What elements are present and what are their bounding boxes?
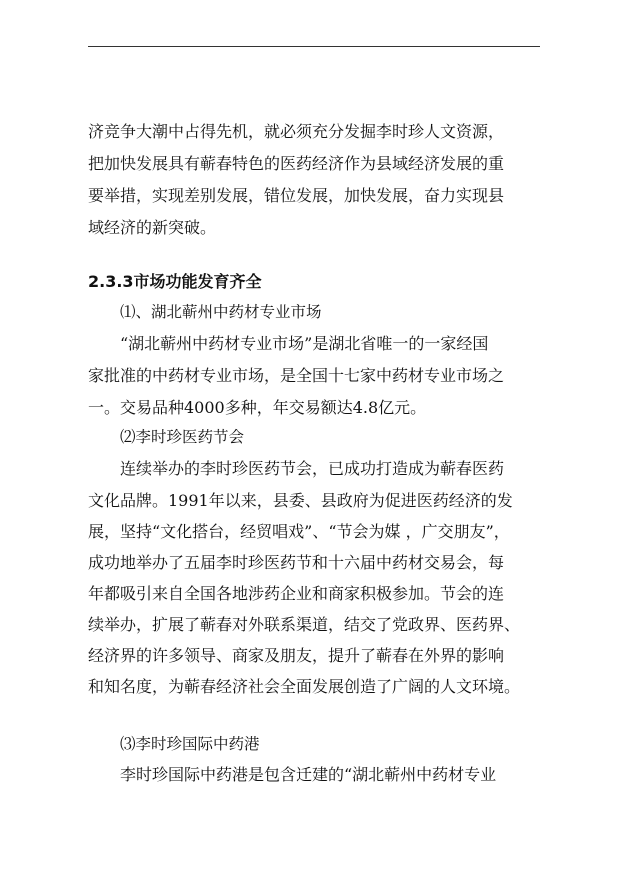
section-heading: 2.3.3市场功能发育齐全 bbox=[88, 272, 262, 291]
item-2-line-4: 成功地举办了五届李时珍医药节和十六届中药材交易会，每 bbox=[88, 553, 505, 572]
item-2-title: ⑵李时珍医药节会 bbox=[120, 428, 245, 446]
item-3-title: ⑶李时珍国际中药港 bbox=[120, 735, 260, 753]
item-2-line-6: 续举办，扩展了蕲春对外联系渠道，结交了党政界、医药界、 bbox=[88, 615, 521, 634]
item-3-line-1: 李时珍国际中药港是包含迁建的“湖北蕲州中药材专业 bbox=[120, 765, 497, 784]
item-2-line-7: 经济界的许多领导、商家及朋友，提升了蕲春在外界的影响 bbox=[88, 646, 505, 665]
intro-line-4: 域经济的新突破。 bbox=[88, 218, 217, 237]
item-2-line-3: 展，坚持“文化搭台，经贸唱戏”、“节会为媒 ，广交朋友”， bbox=[88, 522, 510, 541]
intro-line-3: 要举措，实现差别发展，错位发展，加快发展，奋力实现县 bbox=[88, 186, 505, 205]
item-2-line-1: 连续举办的李时珍医药节会，已成功打造成为蕲春医药 bbox=[120, 459, 505, 478]
item-1-line-2: 家批准的中药材专业市场，是全国十七家中药材专业市场之 bbox=[88, 366, 505, 385]
item-2-line-5: 年都吸引来自全国各地涉药企业和商家积极参加。节会的连 bbox=[88, 584, 505, 603]
header-rule bbox=[88, 46, 540, 47]
item-1-title: ⑴、湖北蕲州中药材专业市场 bbox=[120, 303, 322, 321]
intro-line-1: 济竞争大潮中占得先机，就必须充分发掘李时珍人文资源， bbox=[88, 122, 505, 141]
item-2-line-2: 文化品牌。1991年以来，县委、县政府为促进医药经济的发 bbox=[88, 491, 513, 510]
item-1-line-3: 一。交易品种4000多种，年交易额达4.8亿元。 bbox=[88, 398, 427, 417]
item-2-line-8: 和知名度，为蕲春经济社会全面发展创造了广阔的人文环境。 bbox=[88, 677, 521, 696]
item-1-line-1: “湖北蕲州中药材专业市场”是湖北省唯一的一家经国 bbox=[120, 334, 489, 353]
intro-line-2: 把加快发展具有蕲春特色的医药经济作为县域经济发展的重 bbox=[88, 154, 505, 173]
